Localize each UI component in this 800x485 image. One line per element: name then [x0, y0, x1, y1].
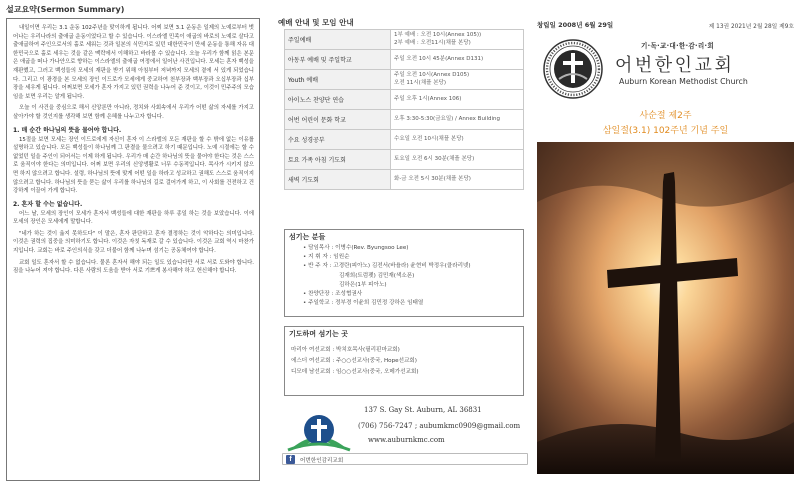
schedule-name: 아이노스 찬양단 연습 — [285, 90, 391, 110]
sermon-heading: 설교요약(Sermon Summary) — [6, 5, 125, 14]
schedule-name: Youth 예배 — [285, 70, 391, 90]
schedule-time-line: 2부 예배 : 오전11시(채플 본당) — [394, 39, 471, 46]
schedule-time — [391, 50, 524, 70]
sunday-title: 사순절 제2주 — [639, 111, 692, 121]
schedule-time — [391, 130, 524, 150]
facebook-page-name: 어번한인감리교회 — [300, 458, 344, 464]
church-phone-email: (706) 756-7247 ; aubumkmc0909@gmail.com — [358, 422, 521, 430]
church-emblem — [543, 39, 603, 99]
sermon-point-text: 교회 일도 혼자서 할 수 없습니다. 물론 혼자서 해야 되는 일도 있습니다만 서로 서로 도와야 합니다. 짐을 나누어 져야 합니다. 다른 사람의 도움을 받아 서로 기쁘게 봉사해야 하고 헌신해야 합니다. — [13, 259, 254, 275]
schedule-time — [391, 30, 524, 50]
prayer-line: 마리아 여선교회 : 박치호목사(필리핀마교회) — [291, 347, 400, 353]
worker-line: • 반 주 자 : 고경란(피아노) 김전서(바욜라) 윤현비 박정우(클라리넷) — [303, 263, 471, 270]
schedule-time-line: 주일 오전 10시(Annex D105) — [394, 72, 470, 78]
schedule-row — [285, 170, 524, 190]
schedule-time — [391, 90, 524, 110]
workers-title: 섬기는 분들 — [289, 233, 326, 241]
cover-column — [531, 0, 800, 485]
schedule-time-line: 주일 오전 10시 45분(Annex D131) — [394, 55, 484, 62]
worker-line: 김재희(트럼펫) 김민재(색소폰) — [339, 272, 415, 279]
schedule-row — [285, 90, 524, 110]
schedule-column — [274, 0, 528, 485]
schedule-row — [285, 110, 524, 130]
schedule-table — [284, 29, 524, 190]
worker-line: • 주일학교 : 정부경 이윤희 김민정 강하은 임태열 — [303, 300, 424, 307]
prayer-list — [285, 341, 523, 382]
cross-sunset-photo — [537, 142, 794, 474]
sermon-point-heading: 1. 매 순간 하나님의 뜻을 물어야 합니다. — [13, 126, 122, 134]
schedule-time — [391, 70, 524, 90]
sermon-paragraph: 내일이면 우리는 3.1 운동 102주년을 맞이하게 됩니다. 어찌 보면 3.1 운동은 일제의 노예로부터 벗어나는 우리나라의 출애굽 운동이었다고 할 수 있습니다. 이스라엘 민족이 애굽의 바로의 노예로 살다고 출애굽하여 주인으로서의 홀로 세워는 것과 일본의 식민지로 있던 대한민국이 만세 운동을 통해 자유 대한민국으로 홀로 세우는 것을 같은 맥락에서 이해하고 바라볼 수 있습니다. 오늘 우리가 함께 읽은 본문은 애굽을 떠나 가나안으로 향하는 이스라엘의 출애굽 여정에서 일어난 사건입니다. 모세는 혼자 백성을 재판했고, 그러고 백성들의 모세의 재판을 받기 위해 아침부터 저녁까지 모세의 곁에 서 있게 되었습니다. 그리고 이 광경을 본 모세의 장인 이드로가 모세에게 중교하여 천부장과 백부장과 오십부장과 십부장을 세우게 됩니다. 어쩌보면 모세가 혼자 가지고 있던 권력을 나누어 준 것이고, 이것이 민주주의 모습임을 보면 우리는 알게 됩니다. — [13, 25, 254, 100]
schedule-name: 새벽 기도회 — [285, 170, 391, 190]
schedule-name: 아동부 예배 및 주일학교 — [285, 50, 391, 70]
prayer-title: 기도하며 섬기는 곳 — [289, 330, 348, 338]
schedule-time-line: 토요일 오전 6시 30분(채플 본당) — [394, 155, 475, 162]
schedule-time-line: 1부 예배 : 오전 10시(Annex 105)) — [394, 32, 482, 38]
church-name-korean: 어번한인교회 — [615, 55, 735, 76]
schedule-row — [285, 50, 524, 70]
church-website[interactable]: www.auburnkmc.com — [368, 436, 445, 444]
prayer-box — [284, 326, 524, 396]
denomination-tagline: 기·독·교·대·한·감·리·회 — [641, 42, 714, 50]
schedule-time-line: 오후 3:30-5:30(금요일) / Annex Building — [394, 115, 500, 122]
schedule-row — [285, 70, 524, 90]
schedule-time-line: 화-금 오전 5시 30분(채플 본당) — [394, 175, 471, 182]
schedule-title: 예배 안내 및 모임 안내 — [278, 18, 354, 27]
facebook-bar[interactable] — [282, 453, 528, 465]
schedule-name: 토요 가족 아침 기도회 — [285, 150, 391, 170]
sermon-box — [6, 18, 260, 481]
schedule-time — [391, 170, 524, 190]
schedule-name: 주일예배 — [285, 30, 391, 50]
schedule-time-line: 주일 오후 1시(Annex 106) — [394, 95, 462, 102]
schedule-time-line: 오전 11시(채플 본당) — [394, 79, 446, 86]
schedule-time — [391, 150, 524, 170]
issue-number: 제 13권 2021년 2월 28일 제9호 — [708, 24, 794, 30]
schedule-row — [285, 150, 524, 170]
worker-line: • 지 휘 자 : 임원순 — [303, 254, 350, 261]
church-footer — [282, 398, 528, 485]
sermon-column — [0, 0, 266, 485]
sermon-paragraph: 오늘 이 사건을 중심으로 해서 신앙론만 아니라, 정치와 사회속에서 우리가 어떤 삶의 자세를 가지고 살아가야 할 것인지를 생각해 보면 함께 은혜를 나누고자 합니다. — [13, 105, 254, 120]
prayer-line: 에스더 여선교회 : 주○○선교사(중국, Hope선교회) — [291, 358, 417, 364]
prayer-line: 디모데 남선교회 : 임○○선교사(중국, 오메가선교회) — [291, 369, 419, 375]
schedule-row — [285, 130, 524, 150]
sermon-point-text: "네가 하는 것이 옳지 못하도다" 이 말은, 혼자 판단하고 혼자 결정하는 것이 악하다는 의미입니다. 이것은 권력의 집중을 의미하기도 합니다. 이것은 자칫 독재로 갈 수 있습니다. 이것은 교회 역시 마찬가지입니다. 교회는 바로 주인의식을 갖고 더불어 함께 나누며 섬기는 공동체여야 합니다. — [13, 230, 254, 255]
sunday-subtitle: 삼일절(3.1) 102주년 기념 주일 — [602, 126, 729, 136]
worker-line: 김하은(1부 피아노) — [339, 281, 387, 288]
schedule-row — [285, 30, 524, 50]
schedule-name: 어번 어린이 문화 학교 — [285, 110, 391, 130]
workers-box — [284, 229, 524, 317]
worker-line: • 담임목사 : 이병수(Rev. Byungsoo Lee) — [303, 245, 409, 251]
church-name-english: Auburn Korean Methodist Church — [619, 77, 748, 86]
worker-line: • 찬양단장 : 조성협권사 — [303, 291, 363, 298]
schedule-time — [391, 110, 524, 130]
sermon-point-text: 어느 날, 모세의 장인이 모세가 혼자서 백성들에 대한 재판을 하루 종일 하는 것을 보았습니다. 이에 모세의 장인은 모세에게 말합니다. — [13, 210, 254, 226]
schedule-time-line: 수요일 오전 10시(채플 본당) — [394, 135, 464, 142]
church-address: 137 S. Gay St. Auburn, AL 36831 — [364, 406, 482, 414]
schedule-name: 수요 성경공부 — [285, 130, 391, 150]
founded-date: 창립일 2008년 6월 29일 — [537, 21, 614, 29]
facebook-icon: f — [286, 455, 295, 464]
sermon-point-text: 15절을 보면 모세는 장인 이드로에게 자신이 혼자 이 스라엘의 모든 재판을 할 수 밖에 없는 이유를 설명하고 있습니다. 모든 백성들이 하나님께 그 판결을 물으려고 하기 때문입니다. 노예 시절에는 할 수 없었던 일을 주인이 되어서는 이제 하게 됩니다. 우리가 매 순간 하나님의 뜻을 물어야 한다는 것은 스스로 움직이야 한다는 의미입니다. 어쩌 보면 우리의 신앙생활로 너무 수동적입니다. 목사가 시키지 않으면 하지 않으려고 합니다. 설령, 하나님의 뜻에 맞게 어떤 일을 하라고 성교하고 권해도 스스로 움직이지 않으려고 합니다. 하나님의 뜻을 묻는 삶이 우리를 하나님의 길로 걸어가게 하고, 이 사회를 건전하고 건강하게 이끌어 가게 합니다. — [13, 136, 254, 195]
workers-list — [285, 244, 523, 308]
sermon-point-heading: 2. 혼자 할 수는 없습니다. — [13, 200, 83, 208]
methodist-cross-logo — [286, 408, 352, 452]
